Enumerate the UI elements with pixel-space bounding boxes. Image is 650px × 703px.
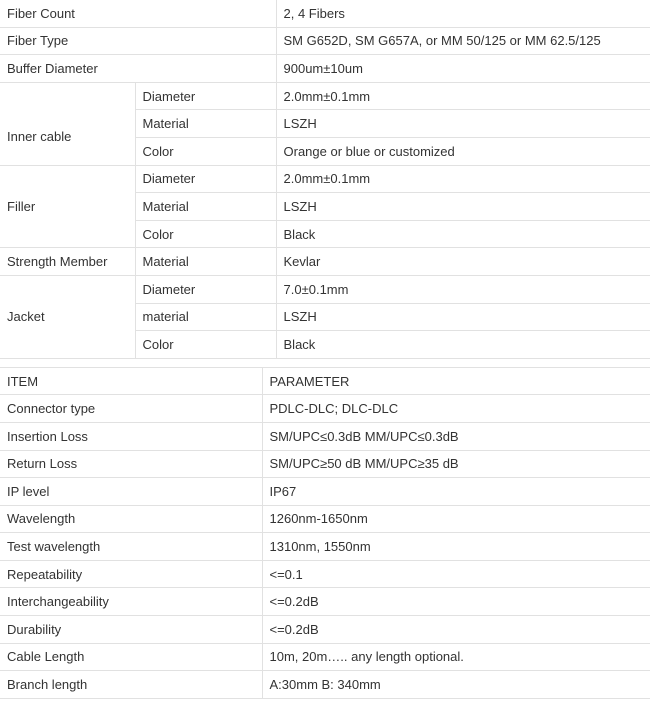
spec-label: Fiber Type bbox=[0, 27, 276, 55]
param-value: 1310nm, 1550nm bbox=[262, 533, 650, 561]
sub-label: Diameter bbox=[135, 275, 276, 303]
table-row bbox=[0, 165, 650, 193]
table-row bbox=[0, 55, 650, 83]
table-row bbox=[0, 450, 650, 478]
table-row bbox=[0, 0, 650, 27]
group-label: Filler bbox=[0, 165, 135, 248]
table-row bbox=[0, 533, 650, 561]
spec-value: Black bbox=[276, 220, 650, 248]
param-item: Branch length bbox=[0, 671, 262, 699]
sub-label: Material bbox=[135, 248, 276, 276]
param-item: Test wavelength bbox=[0, 533, 262, 561]
param-value: <=0.1 bbox=[262, 560, 650, 588]
spec-value: LSZH bbox=[276, 303, 650, 331]
spec-label: Fiber Count bbox=[0, 0, 276, 27]
sub-label: Diameter bbox=[135, 82, 276, 110]
spec-value: 2.0mm±0.1mm bbox=[276, 165, 650, 193]
sub-label: Diameter bbox=[135, 165, 276, 193]
group-label: Jacket bbox=[0, 275, 135, 358]
spec-value: Black bbox=[276, 331, 650, 359]
table-row bbox=[0, 82, 650, 110]
table-row bbox=[0, 422, 650, 450]
spec-value: Orange or blue or customized bbox=[276, 137, 650, 165]
sub-label: Color bbox=[135, 220, 276, 248]
parameter-table bbox=[0, 367, 650, 699]
param-value: <=0.2dB bbox=[262, 588, 650, 616]
table-gap bbox=[0, 359, 650, 367]
param-value: SM/UPC≥50 dB MM/UPC≥35 dB bbox=[262, 450, 650, 478]
table-row bbox=[0, 395, 650, 423]
table-row bbox=[0, 478, 650, 506]
table-row bbox=[0, 505, 650, 533]
table-row bbox=[0, 275, 650, 303]
param-item: Durability bbox=[0, 616, 262, 644]
spec-label: Buffer Diameter bbox=[0, 55, 276, 83]
table-row bbox=[0, 643, 650, 671]
spec-value: LSZH bbox=[276, 193, 650, 221]
param-item: Repeatability bbox=[0, 560, 262, 588]
param-item: Cable Length bbox=[0, 643, 262, 671]
param-item: Interchangeability bbox=[0, 588, 262, 616]
param-value: 1260nm-1650nm bbox=[262, 505, 650, 533]
param-value: PDLC-DLC; DLC-DLC bbox=[262, 395, 650, 423]
sub-label: Color bbox=[135, 331, 276, 359]
table-row bbox=[0, 27, 650, 55]
table-row bbox=[0, 616, 650, 644]
param-value: A:30mm B: 340mm bbox=[262, 671, 650, 699]
spec-value: LSZH bbox=[276, 110, 650, 138]
table-row bbox=[0, 560, 650, 588]
header-item: ITEM bbox=[0, 367, 262, 395]
param-item: IP level bbox=[0, 478, 262, 506]
table-header-row bbox=[0, 367, 650, 395]
sub-label: Material bbox=[135, 193, 276, 221]
group-label: Inner cable bbox=[0, 82, 135, 165]
param-item: Return Loss bbox=[0, 450, 262, 478]
sub-label: Color bbox=[135, 137, 276, 165]
param-item: Insertion Loss bbox=[0, 422, 262, 450]
spec-value: 2, 4 Fibers bbox=[276, 0, 650, 27]
spec-value: 2.0mm±0.1mm bbox=[276, 82, 650, 110]
table-row bbox=[0, 248, 650, 276]
spec-value: Kevlar bbox=[276, 248, 650, 276]
sub-label: material bbox=[135, 303, 276, 331]
param-item: Wavelength bbox=[0, 505, 262, 533]
spec-value: SM G652D, SM G657A, or MM 50/125 or MM 62.5/125 bbox=[276, 27, 650, 55]
table-row bbox=[0, 671, 650, 699]
spec-value: 7.0±0.1mm bbox=[276, 275, 650, 303]
param-value: 10m, 20m….. any length optional. bbox=[262, 643, 650, 671]
header-parameter: PARAMETER bbox=[262, 367, 650, 395]
param-item: Connector type bbox=[0, 395, 262, 423]
param-value: <=0.2dB bbox=[262, 616, 650, 644]
group-label: Strength Member bbox=[0, 248, 135, 276]
param-value: SM/UPC≤0.3dB MM/UPC≤0.3dB bbox=[262, 422, 650, 450]
param-value: IP67 bbox=[262, 478, 650, 506]
spec-value: 900um±10um bbox=[276, 55, 650, 83]
table-row bbox=[0, 588, 650, 616]
sub-label: Material bbox=[135, 110, 276, 138]
